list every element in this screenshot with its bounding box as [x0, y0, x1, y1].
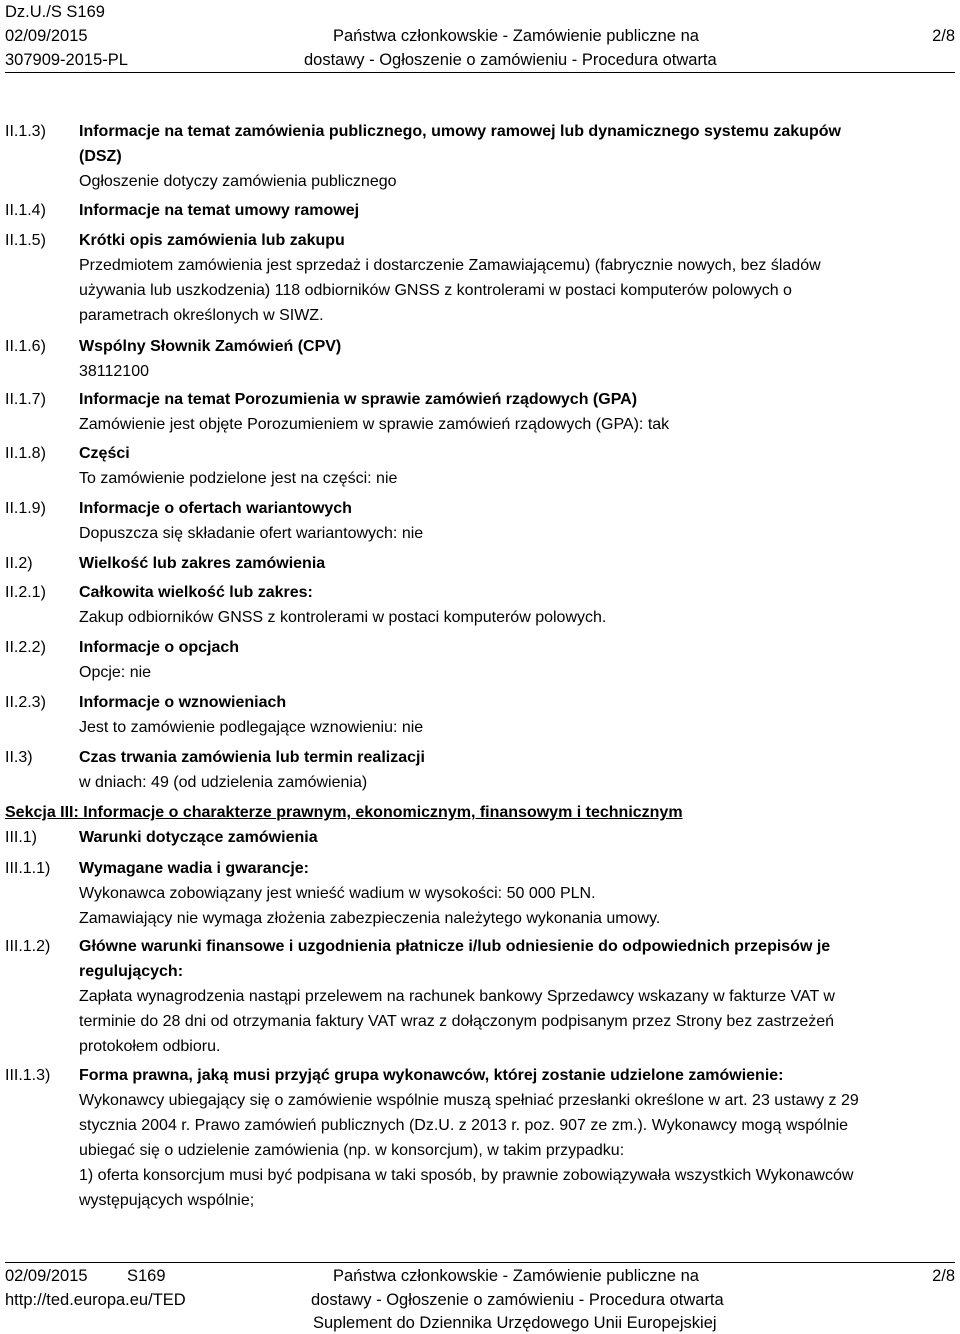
section-content [79, 119, 939, 194]
section-content [79, 551, 939, 576]
section-number: II.1.4) [5, 202, 46, 219]
section-heading: (DSZ) [79, 148, 122, 165]
footer-supplement: Suplement do Dziennika Urzędowego Unii Europejskiej [313, 1314, 717, 1332]
section-content [79, 228, 939, 328]
footer-url[interactable]: http://ted.europa.eu/TED [5, 1291, 186, 1309]
footer-title-line1: Państwa członkowskie - Zamówienie publiczne na [333, 1267, 699, 1285]
section-heading: Główne warunki finansowe i uzgodnienia płatnicze i/lub odniesienie do odpowiednich przepisów je [79, 938, 831, 955]
section-heading: Informacje o wznowieniach [79, 694, 287, 711]
page-footer [0, 1262, 960, 1334]
section-heading: Informacje na temat zamówienia publicznego, umowy ramowej lub dynamicznego systemu zakupów [79, 123, 841, 140]
section-text: Przedmiotem zamówienia jest sprzedaż i dostarczenie Zamawiającemu) (fabrycznie nowych, bez śladów [79, 257, 821, 274]
section-number: II.1.6) [5, 338, 46, 355]
section-text: używania lub uszkodzenia) 118 odbiorników GNSS z kontrolerami w postaci komputerów polowych o [79, 282, 792, 299]
section-heading: Całkowita wielkość lub zakres: [79, 584, 313, 601]
section-heading: Forma prawna, jaką musi przyjąć grupa wykonawców, której zostanie udzielone zamówienie: [79, 1067, 784, 1084]
section-text: Wykonawcy ubiegający się o zamówienie wspólnie muszą spełniać przesłanki określone w art. 23 ustawy z 29 [79, 1092, 859, 1109]
section-text: To zamówienie podzielone jest na części: nie [79, 470, 398, 487]
section-text: stycznia 2004 r. Prawo zamówień publicznych (Dz.U. z 2013 r. poz. 907 ze zm.). Wykonawcy mogą wspólnie [79, 1117, 849, 1134]
section-number: II.2) [5, 555, 33, 572]
section-content [79, 387, 939, 437]
footer-issue: S169 [127, 1267, 166, 1285]
section-heading: Informacje na temat umowy ramowej [79, 202, 360, 219]
section-heading: Informacje na temat Porozumienia w sprawie zamówień rządowych (GPA) [79, 391, 638, 408]
footer-title-line2: dostawy - Ogłoszenie o zamówieniu - Procedura otwarta [311, 1291, 724, 1309]
section-content [79, 690, 939, 740]
section-heading: Wspólny Słownik Zamówień (CPV) [79, 338, 342, 355]
section-number: II.2.1) [5, 584, 46, 601]
section-content [79, 825, 939, 850]
section-heading: Informacje o ofertach wariantowych [79, 500, 352, 517]
section-content [79, 334, 939, 384]
section-text: Dopuszcza się składanie ofert wariantowych: nie [79, 525, 424, 542]
section-heading: Czas trwania zamówienia lub termin realizacji [79, 749, 425, 766]
section-text: występujących wspólnie; [79, 1192, 255, 1209]
section-heading: Wymagane wadia i gwarancje: [79, 860, 310, 877]
section-content [79, 580, 939, 630]
section-number: II.1.3) [5, 123, 46, 140]
journal-series: Dz.U./S S169 [5, 3, 105, 21]
document-id: 307909-2015-PL [5, 51, 128, 69]
section-text: Opcje: nie [79, 664, 152, 681]
section-heading: Informacje o opcjach [79, 639, 240, 656]
section-3-title: Sekcja III: Informacje o charakterze prawnym, ekonomicznym, finansowym i technicznym [5, 804, 683, 821]
header-page-number: 2/8 [932, 27, 955, 45]
section-content [79, 198, 939, 223]
section-content [79, 635, 939, 685]
section-content [79, 856, 939, 931]
section-text: Zakup odbiorników GNSS z kontrolerami w postaci komputerów polowych. [79, 609, 607, 626]
section-heading: Warunki dotyczące zamówienia [79, 829, 318, 846]
section-text: Zapłata wynagrodzenia nastąpi przelewem na rachunek bankowy Sprzedawcy wskazany w fakturze VAT w [79, 988, 835, 1005]
footer-date: 02/09/2015 [5, 1267, 88, 1285]
section-heading: Wielkość lub zakres zamówienia [79, 555, 326, 572]
header-date: 02/09/2015 [5, 27, 88, 45]
section-text: 38112100 [79, 363, 149, 380]
section-heading: Krótki opis zamówienia lub zakupu [79, 232, 345, 249]
section-number: III.1.1) [5, 860, 51, 877]
section-text: ubiegać się o udzielenie zamówienia (np. w konsorcjum), w takim przypadku: [79, 1142, 625, 1159]
section-text: Jest to zamówienie podlegające wznowieniu: nie [79, 719, 424, 736]
section-number: II.1.7) [5, 391, 46, 408]
section-text: w dniach: 49 (od udzielenia zamówienia) [79, 774, 368, 791]
section-content [79, 1063, 939, 1213]
section-text: terminie do 28 dni od otrzymania faktury VAT wraz z dołączonym podpisanym przez Strony bez zastrzeżeń [79, 1013, 835, 1030]
section-text: parametrach określonych w SIWZ. [79, 307, 324, 324]
section-number: II.1.5) [5, 232, 46, 249]
section-number: II.2.3) [5, 694, 46, 711]
section-heading: Części [79, 445, 130, 462]
section-content [79, 496, 939, 546]
section-content [79, 745, 939, 795]
section-content [79, 441, 939, 491]
section-text: protokołem odbioru. [79, 1038, 221, 1055]
section-text: Ogłoszenie dotyczy zamówienia publicznego [79, 173, 397, 190]
section-text: Wykonawca zobowiązany jest wnieść wadium w wysokości: 50 000 PLN. [79, 885, 596, 902]
section-number: II.1.9) [5, 500, 46, 517]
section-number: III.1.3) [5, 1067, 51, 1084]
footer-divider [5, 1262, 955, 1263]
section-number: II.1.8) [5, 445, 46, 462]
footer-page-number: 2/8 [932, 1267, 955, 1285]
section-text: 1) oferta konsorcjum musi być podpisana w taki sposób, by prawnie zobowiązywała wszystkich Wykonawców [79, 1167, 854, 1184]
section-number: III.1) [5, 829, 38, 846]
section-number: II.3) [5, 749, 33, 766]
section-heading: regulujących: [79, 963, 184, 980]
section-number: II.2.2) [5, 639, 46, 656]
section-number: III.1.2) [5, 938, 51, 955]
page-header [0, 0, 960, 70]
section-text: Zamówienie jest objęte Porozumieniem w sprawie zamówień rządowych (GPA): tak [79, 416, 670, 433]
header-divider [5, 72, 955, 73]
header-title-line1: Państwa członkowskie - Zamówienie publiczne na [333, 27, 699, 45]
section-text: Zamawiający nie wymaga złożenia zabezpieczenia należytego wykonania umowy. [79, 910, 661, 927]
header-title-line2: dostawy - Ogłoszenie o zamówieniu - Procedura otwarta [304, 51, 717, 69]
section-content [79, 934, 939, 1059]
